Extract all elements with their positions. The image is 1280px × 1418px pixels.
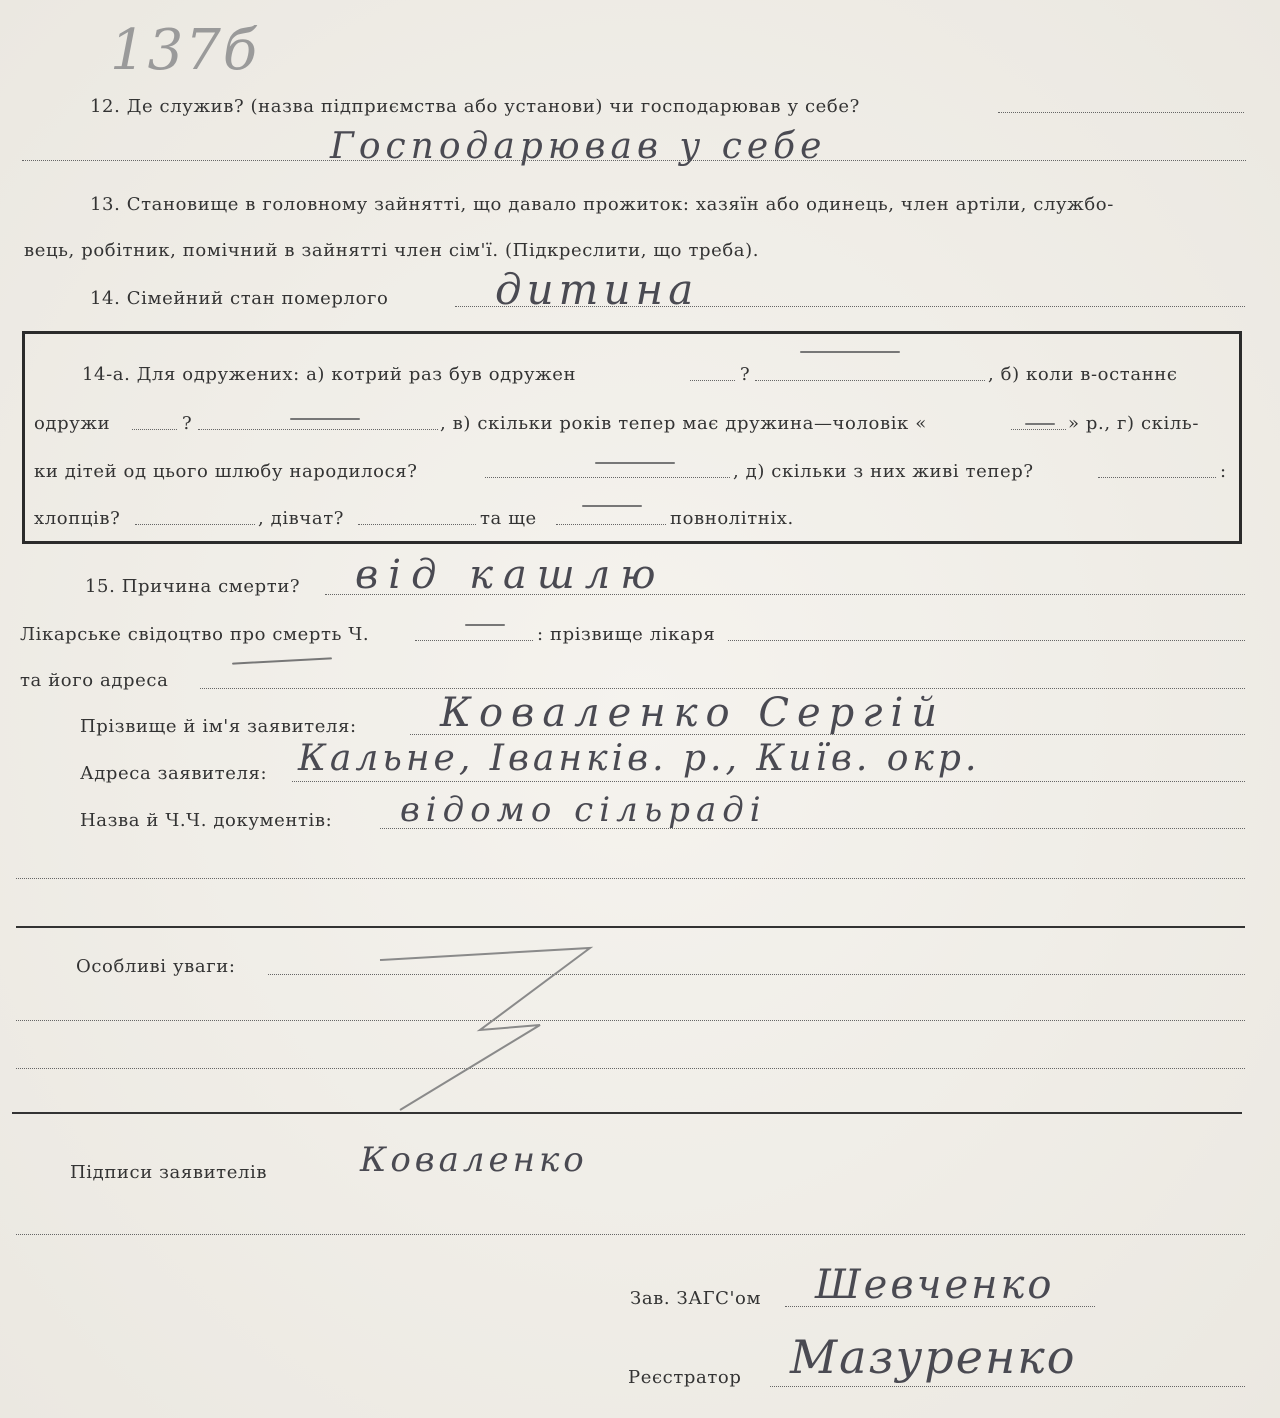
documents-label: Назва й Ч.Ч. документів: bbox=[80, 810, 333, 831]
q14a-line3-a: ки дітей од цього шлюбу народилося? bbox=[34, 461, 418, 482]
q12-line-2 bbox=[22, 160, 1246, 161]
q14a-line4-a: хлопців? bbox=[34, 508, 121, 529]
zags-head-label: Зав. ЗАГС'ом bbox=[630, 1288, 762, 1309]
documents-value: відомо сільраді bbox=[400, 790, 767, 830]
q14a-line4-c: та ще bbox=[480, 508, 537, 529]
q15-label: 15. Причина смерти? bbox=[85, 576, 301, 597]
q15-answer: від кашлю bbox=[355, 552, 666, 598]
applicant-signatures-label: Підписи заявителів bbox=[70, 1162, 268, 1183]
dash-mark bbox=[290, 418, 360, 420]
q14a-blank-10 bbox=[556, 524, 666, 525]
q14a-blank-2 bbox=[755, 380, 985, 381]
dash-mark bbox=[232, 657, 332, 664]
q14a-line1-a: 14-а. Для одружених: а) котрий раз був одружен bbox=[82, 364, 577, 385]
q14a-line4-d: повнолітніх. bbox=[670, 508, 794, 529]
page-number: 137б bbox=[110, 18, 260, 83]
q14a-blank-8 bbox=[135, 524, 255, 525]
dash-mark bbox=[465, 624, 505, 626]
registrar-signature: Мазуренко bbox=[790, 1330, 1077, 1384]
signatures-line bbox=[16, 1234, 1245, 1235]
q13-line-1: 13. Становище в головному зайнятті, що давало прожиток: хазяїн або одинець, член артіли, службо- bbox=[90, 194, 1114, 215]
q14a-line2-b: ? bbox=[182, 413, 193, 434]
remarks-label: Особливі уваги: bbox=[76, 956, 236, 977]
q14a-line2-d: » р., г) скіль- bbox=[1068, 413, 1200, 434]
dash-mark bbox=[800, 351, 900, 353]
dash-mark bbox=[1025, 423, 1055, 425]
doctor-address-label: та його адреса bbox=[20, 670, 169, 691]
q12-line-1 bbox=[998, 112, 1244, 113]
zags-head-signature: Шевченко bbox=[815, 1262, 1055, 1308]
applicant-name-label: Прізвище й ім'я заявителя: bbox=[80, 716, 357, 737]
extra-line-1 bbox=[16, 878, 1245, 879]
dash-mark bbox=[582, 505, 642, 507]
applicant-name-value: Коваленко Сергій bbox=[440, 690, 945, 736]
q14a-blank-1 bbox=[690, 380, 735, 381]
applicant-address-line bbox=[292, 781, 1245, 782]
q14a-blank-5 bbox=[1011, 429, 1066, 430]
registrar-line bbox=[770, 1386, 1245, 1387]
section-rule-1 bbox=[16, 926, 1245, 928]
q14a-line3-c: : bbox=[1220, 461, 1227, 482]
medical-cert-label: Лікарське свідоцтво про смерть Ч. bbox=[20, 624, 370, 645]
section-rule-2 bbox=[12, 1112, 1242, 1114]
doctor-line bbox=[728, 640, 1245, 641]
cancel-stroke bbox=[360, 940, 660, 1120]
q14a-line2-c: , в) скільки років тепер має дружина—чоловік « bbox=[440, 413, 927, 434]
q14a-line1-c: , б) коли в-останнє bbox=[988, 364, 1178, 385]
q13-line-2: вець, робітник, помічний в зайнятті член сім'ї. (Підкреслити, що треба). bbox=[24, 240, 760, 261]
q14a-blank-7 bbox=[1098, 477, 1216, 478]
marriage-info-box bbox=[22, 331, 1242, 544]
q14a-line1-b: ? bbox=[740, 364, 751, 385]
q14a-blank-6 bbox=[485, 477, 730, 478]
q14a-blank-9 bbox=[358, 524, 476, 525]
q14a-blank-4 bbox=[198, 429, 438, 430]
dash-mark bbox=[595, 462, 675, 464]
doctor-label: : прізвище лікаря bbox=[537, 624, 716, 645]
q14a-blank-3 bbox=[132, 429, 177, 430]
q14a-line4-b: , дівчат? bbox=[258, 508, 345, 529]
q12-label: 12. Де служив? (назва підприємства або установи) чи господарював у себе? bbox=[90, 96, 860, 117]
doctor-address-line bbox=[200, 688, 1245, 689]
applicant-address-label: Адреса заявителя: bbox=[80, 763, 268, 784]
q14-label: 14. Сімейний стан померлого bbox=[90, 288, 389, 309]
q14-answer: дитина bbox=[495, 265, 699, 314]
registrar-label: Реєстратор bbox=[628, 1367, 742, 1388]
applicant-address-value: Кальне, Іванків. р., Київ. окр. bbox=[298, 738, 981, 779]
q14a-line2-a: одружи bbox=[34, 413, 111, 434]
medical-cert-number-line bbox=[415, 640, 533, 641]
q12-answer: Господарював у себе bbox=[330, 126, 827, 167]
q14a-line3-b: , д) скільки з них живі тепер? bbox=[733, 461, 1034, 482]
applicant-signature-value: Коваленко bbox=[360, 1140, 588, 1180]
